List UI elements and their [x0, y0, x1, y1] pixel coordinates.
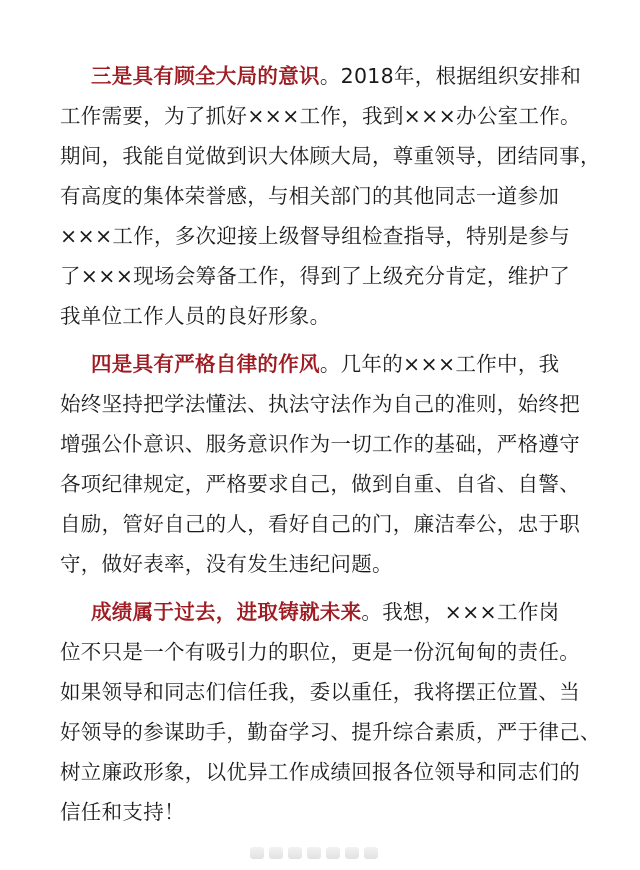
text-line: 树立廉政形象，以优异工作成绩回报各位领导和同志们的 — [60, 760, 580, 784]
text-line: 工作需要，为了抓好×××工作，我到×××办公室工作。 — [60, 104, 581, 128]
text-line: 信任和支持！ — [60, 800, 185, 824]
watermark-block — [345, 847, 359, 859]
text-line: 各项纪律规定，严格要求自己，做到自重、自省、自警、 — [60, 472, 580, 496]
text-line: 期间，我能自觉做到识大体顾大局，尊重领导，团结同事， — [60, 144, 601, 168]
paragraph-heading: 四是具有严格自律的作风 — [91, 352, 320, 376]
text-line: 如果领导和同志们信任我，委以重任，我将摆正位置、当 — [60, 680, 580, 704]
watermark-block — [326, 847, 340, 859]
line-text: 。2018年，根据组织安排和 — [319, 64, 582, 88]
paragraph-heading: 成绩属于过去，进取铸就未来 — [91, 600, 362, 624]
paragraph-overall-situation — [60, 56, 600, 336]
text-line: 自励，管好自己的人，看好自己的门，廉洁奉公，忠于职 — [60, 512, 580, 536]
text-line — [60, 592, 600, 632]
watermark — [250, 847, 378, 859]
text-line: 始终坚持把学法懂法、执法守法作为自己的准则，始终把 — [60, 392, 580, 416]
watermark-block — [364, 847, 378, 859]
paragraph-heading: 三是具有顾全大局的意识 — [91, 64, 320, 88]
text-line: 了×××现场会筹备工作，得到了上级充分肯定，维护了 — [60, 264, 571, 288]
watermark-block — [307, 847, 321, 859]
line-text: 。我想，×××工作岗 — [361, 600, 560, 624]
text-line: 守，做好表率，没有发生违纪问题。 — [60, 552, 393, 576]
paragraph-future — [60, 592, 600, 832]
watermark-block — [250, 847, 264, 859]
text-line: 好领导的参谋助手，勤奋学习、提升综合素质，严于律己、 — [60, 720, 601, 744]
watermark-block — [288, 847, 302, 859]
text-line — [60, 56, 600, 96]
text-line — [60, 344, 600, 384]
paragraph-self-discipline — [60, 344, 600, 584]
line-text: 。几年的×××工作中，我 — [319, 352, 560, 376]
watermark-block — [269, 847, 283, 859]
document-body — [60, 56, 600, 840]
text-line: 位不只是一个有吸引力的职位，更是一份沉甸甸的责任。 — [60, 640, 580, 664]
text-line: 我单位工作人员的良好形象。 — [60, 304, 331, 328]
text-line: ×××工作，多次迎接上级督导组检查指导，特别是参与 — [60, 224, 571, 248]
text-line: 有高度的集体荣誉感，与相关部门的其他同志一道参加 — [60, 184, 560, 208]
text-line: 增强公仆意识、服务意识作为一切工作的基础，严格遵守 — [60, 432, 580, 456]
